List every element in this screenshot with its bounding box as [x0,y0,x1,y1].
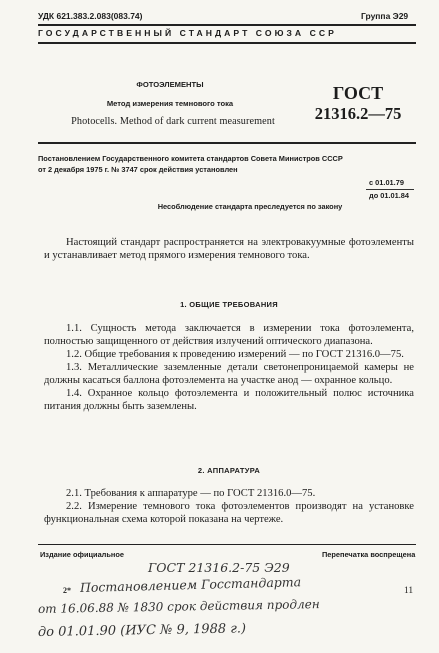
section-1-heading: 1. ОБЩИЕ ТРЕБОВАНИЯ [180,300,278,309]
clause-1-4: 1.4. Охранное кольцо фотоэлемента и положительный полюс источника питания должны быть заземлены. [44,388,414,412]
title-rule [38,142,416,144]
english-title: Photocells. Method of dark current measurement [71,116,275,127]
clause-1-2: 1.2. Общие требования к проведению измерений — по ГОСТ 21316.0—75. [66,349,404,360]
signature-mark: 2* [63,586,71,595]
intro-text: Настоящий стандарт распространяется на электровакуумные фотоэлементы и устанавливает метод прямого измерения темнового тока. [44,237,414,261]
clause-1-3: 1.3. Металлические заземленные детали светонепроницаемой камеры не должны касаться баллона фотоэлемента на участке анод — охранное кольцо. [44,362,414,386]
state-standard-banner: ГОСУДАРСТВЕННЫЙ СТАНДАРТ СОЮЗА ССР [38,28,337,38]
standard-title: ФОТОЭЛЕМЕНТЫ [136,80,204,89]
handwritten-decree: Постановлением Госстандарта [79,574,302,595]
handwritten-until-date: до 01.01.90 (ИУС № 9, 1988 г.) [37,621,247,640]
section-1-body [44,322,414,413]
validity-to: до 01.01.84 [369,191,410,200]
gost-number: 21316.2—75 [314,104,402,123]
method-title: Метод измерения темнового тока [106,99,234,108]
section-2-body [44,487,414,526]
decree-line-2: от 2 декабря 1975 г. № 3747 срок действия установлен [38,165,238,174]
official-edition: Издание официальное [40,550,125,559]
clause-1-1: 1.1. Сущность метода заключается в измерении тока фотоэлемента, полностью защищенного от действия излучений оптического диапазона. [44,323,414,347]
validity-from: с 01.01.79 [369,178,404,187]
page-number: 11 [404,586,414,596]
handwritten-extension: от 16.06.88 № 1830 срок действия продлен [37,597,320,616]
validity-divider [366,189,414,190]
law-warning: Несоблюдение стандарта преследуется по закону [157,202,343,211]
header-rule-top [38,24,416,26]
udc-code: УДК 621.383.2.083(083.74) [38,11,143,21]
gost-label: ГОСТ [332,83,384,103]
reprint-prohibited: Перепечатка воспрещена [322,550,416,559]
section-2-heading: 2. АППАРАТУРА [197,466,261,475]
clause-2-1: 2.1. Требования к аппаратуре — по ГОСТ 21316.0—75. [66,488,316,499]
decree-line-1: Постановлением Государственного комитета стандартов Совета Министров СССР [38,154,343,163]
clause-2-2: 2.2. Измерение темнового тока фотоэлементов производят на установке функциональная схема которой показана на чертеже. [44,501,414,525]
header-rule-bottom [38,42,416,44]
intro-paragraph [44,236,414,262]
handwritten-gost-ref: ГОСТ 21316.2-75 Э29 [148,560,290,575]
footer-rule [38,544,416,545]
group-code: Группа Э29 [361,11,409,21]
